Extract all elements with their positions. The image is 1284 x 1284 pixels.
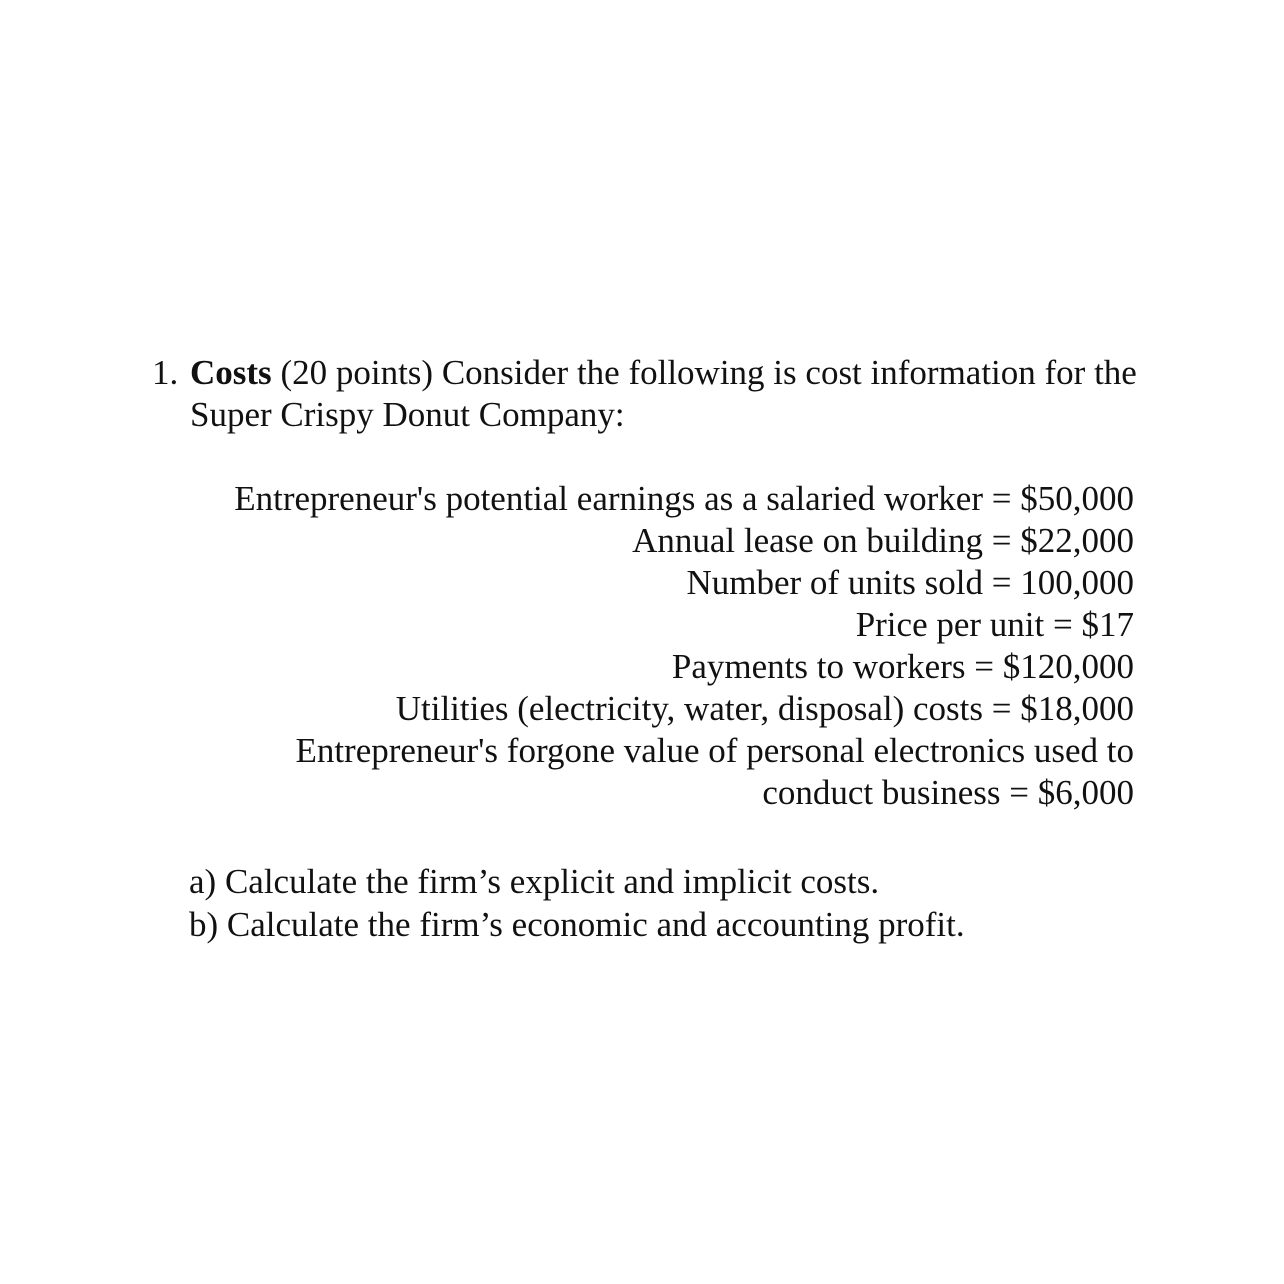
question-prompt: [190, 352, 1142, 436]
question-number: 1.: [152, 353, 179, 392]
question-block: [152, 352, 1142, 436]
cost-item-label: Utilities (electricity, water, disposal) costs: [395, 689, 983, 728]
cost-item-value: $17: [1081, 605, 1134, 644]
task-text: Calculate the firm’s explicit and implicit costs.: [224, 862, 880, 901]
cost-item: Payments to workers = $120,000: [671, 647, 1134, 686]
cost-item: Utilities (electricity, water, disposal) costs = $18,000: [395, 689, 1134, 728]
cost-item-label: Entrepreneur's forgone value of personal electronics used to conduct business: [295, 731, 1134, 812]
cost-item-value: $50,000: [1020, 479, 1134, 518]
question-intro: (20 points) Consider the following is cost information for the Super Crispy Donut Company:: [190, 353, 1137, 434]
cost-item-value: 100,000: [1020, 563, 1134, 602]
cost-item: Annual lease on building = $22,000: [632, 521, 1134, 560]
cost-item-label: Price per unit: [855, 605, 1045, 644]
task-marker: b): [189, 905, 219, 944]
question-heading: [152, 352, 1142, 436]
cost-item-label: Entrepreneur's potential earnings as a salaried worker: [234, 479, 983, 518]
task-marker: a): [189, 862, 217, 901]
cost-item-value: $22,000: [1020, 521, 1134, 560]
task-item: [189, 860, 1139, 903]
cost-item-label: Annual lease on building: [632, 521, 983, 560]
task-item: [189, 903, 1139, 946]
cost-item-value: $6,000: [1037, 773, 1134, 812]
cost-item: Entrepreneur's potential earnings as a salaried worker = $50,000: [234, 479, 1134, 518]
task-list: [189, 860, 1139, 946]
task-text: Calculate the firm’s economic and accounting profit.: [226, 905, 965, 944]
cost-item: Entrepreneur's forgone value of personal electronics used to conduct business = $6,000: [295, 731, 1134, 812]
cost-item-value: $120,000: [1002, 647, 1134, 686]
cost-item-label: Number of units sold: [686, 563, 983, 602]
cost-information-list: [200, 478, 1134, 814]
question-title: Costs: [190, 353, 272, 392]
cost-item-label: Payments to workers: [671, 647, 966, 686]
cost-item: Price per unit = $17: [855, 605, 1134, 644]
cost-item: Number of units sold = 100,000: [686, 563, 1134, 602]
cost-item-value: $18,000: [1020, 689, 1134, 728]
